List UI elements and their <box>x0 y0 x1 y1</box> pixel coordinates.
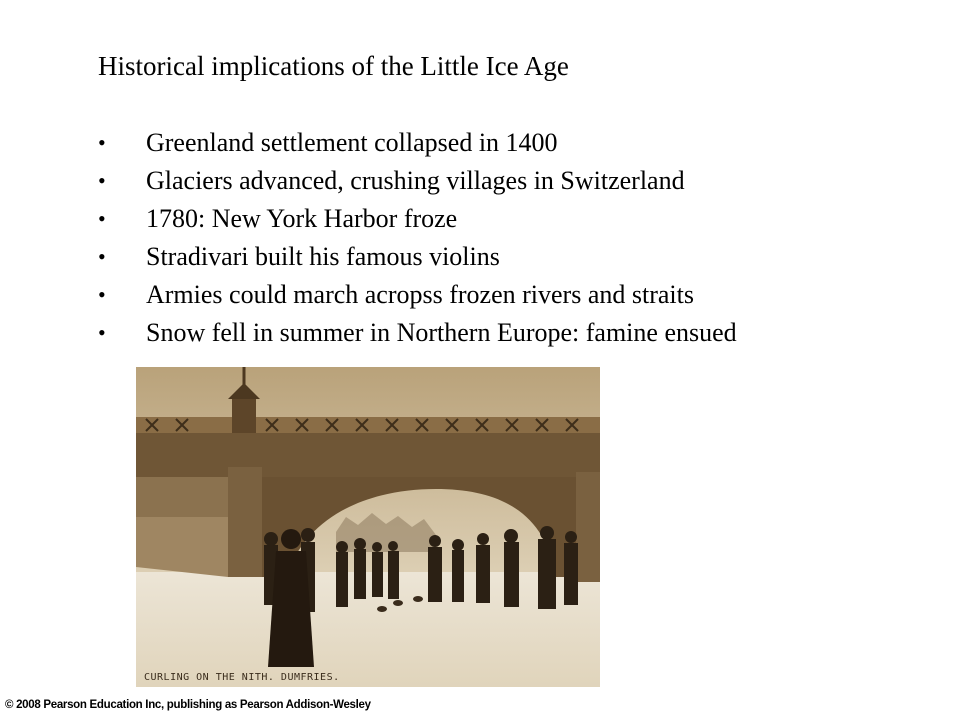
bullet-text: Armies could march acropss frozen rivers and straits <box>146 280 694 309</box>
bullet-text: 1780: New York Harbor froze <box>146 204 458 233</box>
bullet-dot-icon: • <box>98 206 106 231</box>
lamp-tower <box>232 397 256 433</box>
photo-caption: CURLING ON THE NITH. DUMFRIES. <box>144 672 340 683</box>
slide-title: Historical implications of the Little Ice Age <box>98 51 569 81</box>
bullet-text: Snow fell in summer in Northern Europe: famine ensued <box>146 318 737 347</box>
bullet-dot-icon: • <box>98 244 106 269</box>
bridge-deck <box>136 429 600 477</box>
bullet-dot-icon: • <box>98 320 106 345</box>
copyright-notice: © 2008 Pearson Education Inc, publishing as Pearson Addison-Wesley <box>5 699 371 711</box>
bullet-text: Glaciers advanced, crushing villages in Switzerland <box>146 166 685 195</box>
bullet-dot-icon: • <box>98 130 106 155</box>
bridge-pier-left <box>228 467 262 577</box>
bullet-text: Greenland settlement collapsed in 1400 <box>146 128 558 157</box>
bullet-dot-icon: • <box>98 168 106 193</box>
frozen-river <box>136 572 600 687</box>
bullet-dot-icon: • <box>98 282 106 307</box>
bullet-text: Stradivari built his famous violins <box>146 242 500 271</box>
curling-photo <box>136 367 600 687</box>
